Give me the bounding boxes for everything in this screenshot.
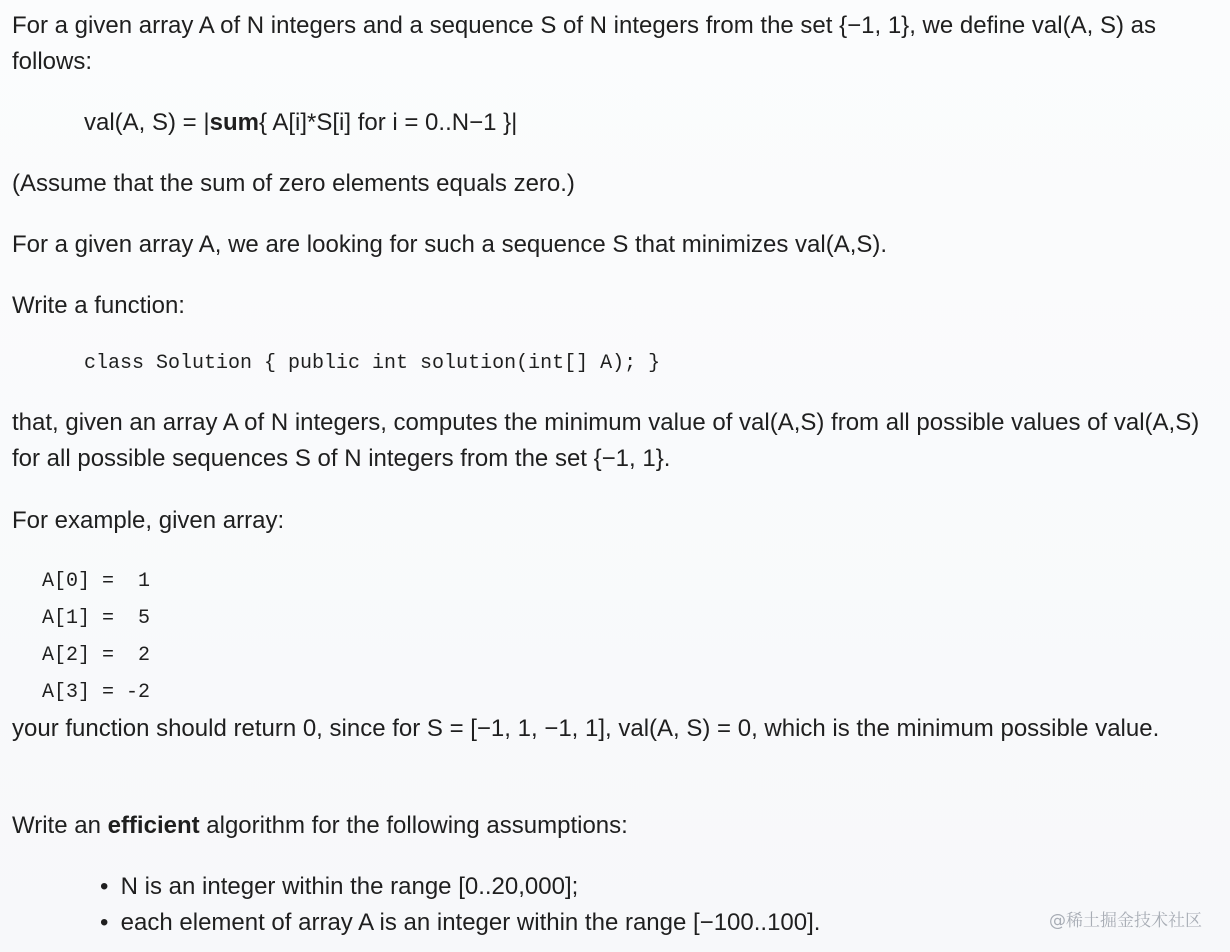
list-item — [100, 869, 820, 905]
assumptions-list — [100, 869, 820, 941]
efficient-paragraph — [12, 808, 628, 844]
array-line: A[1] = 5 — [42, 607, 151, 630]
array-line: A[0] = 1 — [42, 570, 151, 593]
assume-paragraph: (Assume that the sum of zero elements equals zero.) — [12, 170, 575, 197]
formula — [84, 105, 517, 141]
example-array — [42, 563, 150, 711]
formula-sum: sum — [209, 109, 259, 136]
bullet-icon: • — [100, 909, 109, 936]
intro-paragraph: For a given array A of N integers and a sequence S of N integers from the set {−1, 1}, we define val(A, S) as follows: — [12, 12, 1156, 75]
efficient-suffix: algorithm for the following assumptions: — [199, 812, 628, 839]
write-function-paragraph: Write a function: — [12, 292, 185, 319]
return-paragraph: your function should return 0, since for S = [−1, 1, −1, 1], val(A, S) = 0, which is the minimum possible value. — [12, 715, 1160, 742]
example-intro: For example, given array: — [12, 507, 285, 534]
watermark: @稀土掘金技术社区 — [1049, 911, 1202, 931]
formula-prefix: val(A, S) = | — [84, 109, 210, 136]
goal-paragraph: For a given array A, we are looking for such a sequence S that minimizes val(A,S). — [12, 231, 888, 258]
list-item — [100, 905, 820, 941]
array-line: A[3] = -2 — [42, 681, 151, 704]
efficient-prefix: Write an — [12, 812, 108, 839]
code-signature: class Solution { public int solution(int[] A); } — [84, 352, 661, 375]
efficient-bold: efficient — [107, 812, 200, 839]
formula-suffix: { A[i]*S[i] for i = 0..N−1 }| — [258, 109, 518, 136]
array-line: A[2] = 2 — [42, 644, 151, 667]
assumption-text: N is an integer within the range [0..20,000]; — [120, 873, 579, 900]
computes-paragraph: that, given an array A of N integers, computes the minimum value of val(A,S) from all possible values of val(A,S) for all possible sequences S of N integers from the set {−1, 1}. — [12, 409, 1200, 472]
bullet-icon: • — [100, 873, 109, 900]
assumption-text: each element of array A is an integer within the range [−100..100]. — [120, 909, 821, 936]
